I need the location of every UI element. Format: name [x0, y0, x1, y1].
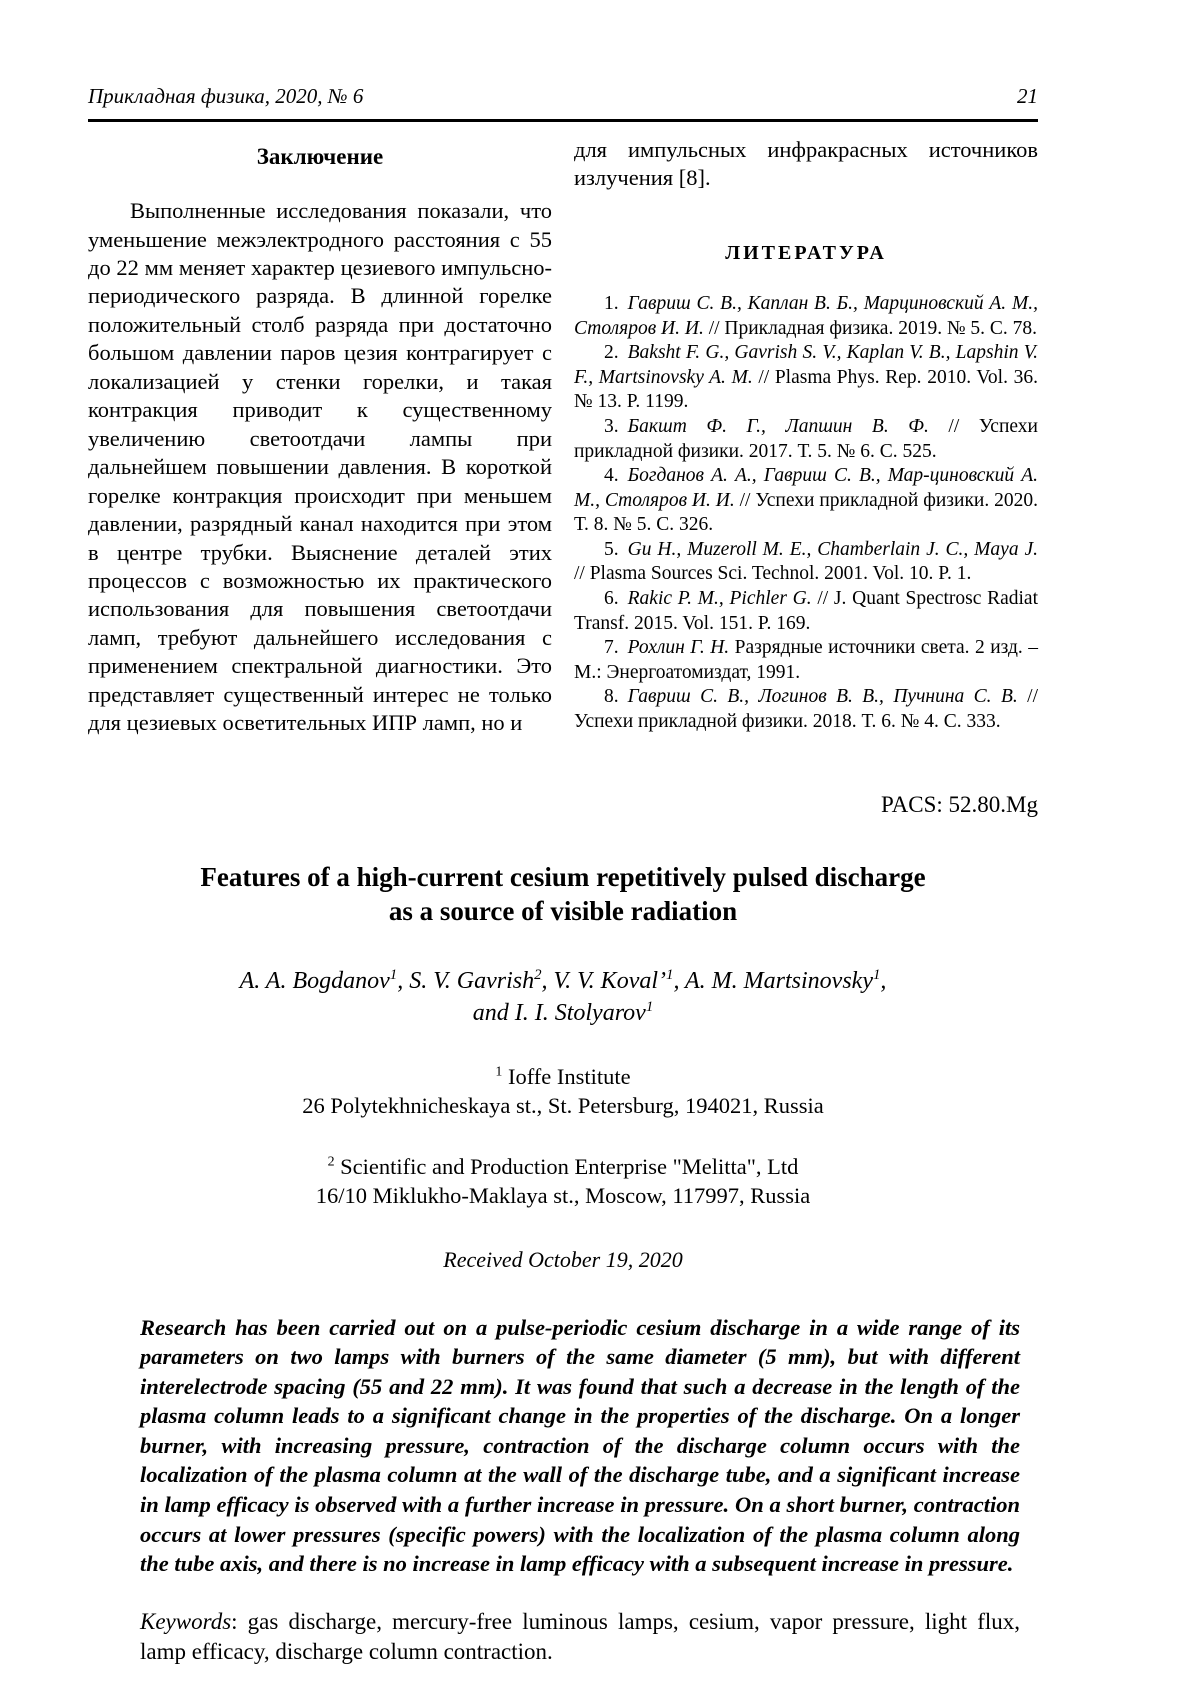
reference-item-6 — [574, 587, 1038, 636]
author-name: A. A. Bogdanov — [239, 967, 390, 994]
author-affiliation-mark: 2 — [534, 966, 542, 983]
author-affiliation-mark: 1 — [389, 966, 398, 983]
reference-number: 3. — [604, 416, 619, 438]
reference-number: 6. — [604, 587, 619, 609]
author-affiliation-mark: 1 — [645, 999, 654, 1016]
affiliation-mark: 2 — [327, 1154, 335, 1170]
author-name: S. V. Gavrish — [409, 967, 535, 994]
author-name: and I. I. Stolyarov — [472, 1000, 646, 1027]
reference-source: // Plasma Phys. Rep. 2010. Vol. 36. № 13. P. 1199. — [574, 366, 1038, 413]
reference-source: // Успехи прикладной физики. 2020. Т. 8. № 5. С. 326. — [574, 489, 1038, 536]
conclusion-heading: Заключение — [256, 144, 384, 169]
affiliation-2 — [88, 1152, 1038, 1211]
reference-authors: Gu H., Muzeroll M. E., Chamberlain J. C., Maya J. — [627, 538, 1038, 560]
author-line-2 — [88, 997, 1038, 1029]
two-column-text — [88, 136, 1038, 738]
reference-authors: Baksht F. G., Gavrish S. V., Kaplan V. B., Lapshin V. F., Martsinovsky A. M. — [574, 342, 1038, 388]
affiliation-2-name: $^2$ Scientific and Production Enterprise "Melitta", Ltd — [327, 1154, 799, 1180]
journal-name: Прикладная физика, 2020, № 6 — [88, 84, 364, 108]
reference-item-5 — [574, 538, 1038, 587]
reference-number: 2. — [604, 342, 619, 364]
author-line-1: A. A. Bogdanov$^1$, S. V. Gavrish$^2$, V. V. Koval’$^1$, A. M. Martsinovsky$^1$, — [239, 966, 887, 994]
reference-source: // Plasma Sources Sci. Technol. 2001. Vol. 10. P. 1. — [574, 563, 972, 585]
affiliation-1-address: 26 Polytekhnicheskaya st., St. Petersburg, 194021, Russia — [302, 1092, 824, 1118]
affiliation-1 — [88, 1062, 1038, 1121]
reference-authors: Рохлин Г. Н. — [627, 637, 730, 659]
keywords — [140, 1607, 1020, 1667]
reference-item-1 — [574, 292, 1038, 341]
article-title-line-2: as a source of visible radiation — [388, 896, 738, 927]
reference-number: 5. — [604, 538, 619, 560]
author-name: A. M. Martsinovsky — [685, 967, 873, 994]
conclusion-paragraph: Выполненные исследования показали, что уменьшение межэлектродного расстояния с 55 до 22 мм меняет характер цезиевого импульсно-периодического разряда. В длинной горелке положительный столб разряда при достаточно большом давлении паров цезия контрагирует с локализацией у стенки горелки, и такая контракция приводит к существенному увеличению светоотдачи лампы при дальнейшем повышении давления. В короткой горелке контракция происходит при меньшем давлении, разрядный канал находится при этом в центре трубки. Выяснение деталей этих процессов с возможностью их практического использования для повышения светоотдачи ламп, требуют дальнейшего исследования с применением спектральной диагностики. Это представляет существенный интерес не только для цезиевых осветительных ИПР ламп, но и — [88, 198, 552, 736]
article-title-line-1: Features of a high-current cesium repetitively pulsed discharge — [200, 861, 926, 892]
reference-item-4 — [574, 464, 1038, 538]
affiliation-2-address: 16/10 Miklukho-Maklaya st., Moscow, 117997, Russia — [315, 1183, 811, 1209]
reference-number: 4. — [604, 465, 619, 487]
literature-heading: ЛИТЕРАТУРА — [725, 241, 887, 264]
reference-item-7 — [574, 636, 1038, 685]
keywords-label: Keywords — [140, 1608, 232, 1634]
reference-source: // J. Quant Spectrosc Radiat Transf. 2015. Vol. 151. P. 169. — [574, 587, 1038, 634]
reference-source: // Успехи прикладной физики. 2017. Т. 5. № 6. С. 525. — [574, 416, 1038, 462]
author-affiliation-mark: 1 — [872, 966, 881, 983]
continuation-paragraph: для импульсных инфракрасных источников излучения [8]. — [574, 137, 1038, 191]
reference-authors: Богданов А. А., Гавриш С. В., Мар-циновский А. М., Столяров И. И. — [574, 465, 1038, 511]
reference-number: 1. — [604, 293, 619, 315]
reference-item-3 — [574, 415, 1038, 464]
page-number: 21 — [1017, 84, 1038, 108]
reference-item-2 — [574, 341, 1038, 415]
reference-source: // Успехи прикладной физики. 2018. Т. 6. № 4. С. 333. — [574, 686, 1038, 732]
author-name: V. V. Koval’ — [553, 967, 666, 994]
reference-number: 8. — [604, 686, 619, 708]
right-column — [574, 136, 1038, 738]
left-column — [88, 136, 552, 738]
affiliation-1-name: $^1$ Ioffe Institute — [495, 1063, 631, 1089]
reference-authors: Гавриш С. В., Логинов В. В., Пучнина С. В. — [627, 686, 1018, 708]
received-date: Received October 19, 2020 — [443, 1246, 683, 1272]
pacs-code: PACS: 52.80.Mg — [880, 791, 1038, 817]
abstract-text: Research has been carried out on a pulse-periodic cesium discharge in a wide range of its parameters on two lamps with burners of the same diameter (5 mm), but with different interelectrode spacing (55 and 22 mm). It was found that such a decrease in the length of the plasma column leads to a significant change in the properties of the discharge. On a longer burner, with increasing pressure, contraction of the discharge column occurs with the localization of the plasma column at the wall of the discharge tube, and a significant increase in lamp efficacy is observed with a further increase in pressure. On a short burner, contraction occurs at lower pressures (specific powers) with the localization of the plasma column along the tube axis, and there is no increase in lamp efficacy with a subsequent increase in pressure. — [140, 1314, 1020, 1577]
reference-source: Разрядные источники света. 2 изд. – М.: Энергоатомиздат, 1991. — [574, 637, 1039, 683]
author-list — [88, 965, 1038, 1030]
reference-item-8 — [574, 685, 1038, 734]
keywords-text: : gas discharge, mercury-free luminous lamps, cesium, vapor pressure, light flux, lamp efficacy, discharge column contraction. — [140, 1608, 1020, 1664]
reference-source: // Прикладная физика. 2019. № 5. С. 78. — [703, 317, 1038, 339]
affiliation-mark: 1 — [495, 1064, 503, 1080]
running-head — [88, 84, 1038, 122]
reference-authors: Бакшт Ф. Г., Лапшин В. Ф. — [627, 416, 929, 438]
author-affiliation-mark: 1 — [666, 966, 674, 983]
article-title — [88, 860, 1038, 929]
reference-authors: Rakic P. M., Pichler G. — [627, 587, 812, 609]
reference-number: 7. — [604, 637, 619, 659]
reference-authors: Гавриш С. В., Каплан В. Б., Марциновский А. М., Столяров И. И. — [574, 293, 1038, 339]
